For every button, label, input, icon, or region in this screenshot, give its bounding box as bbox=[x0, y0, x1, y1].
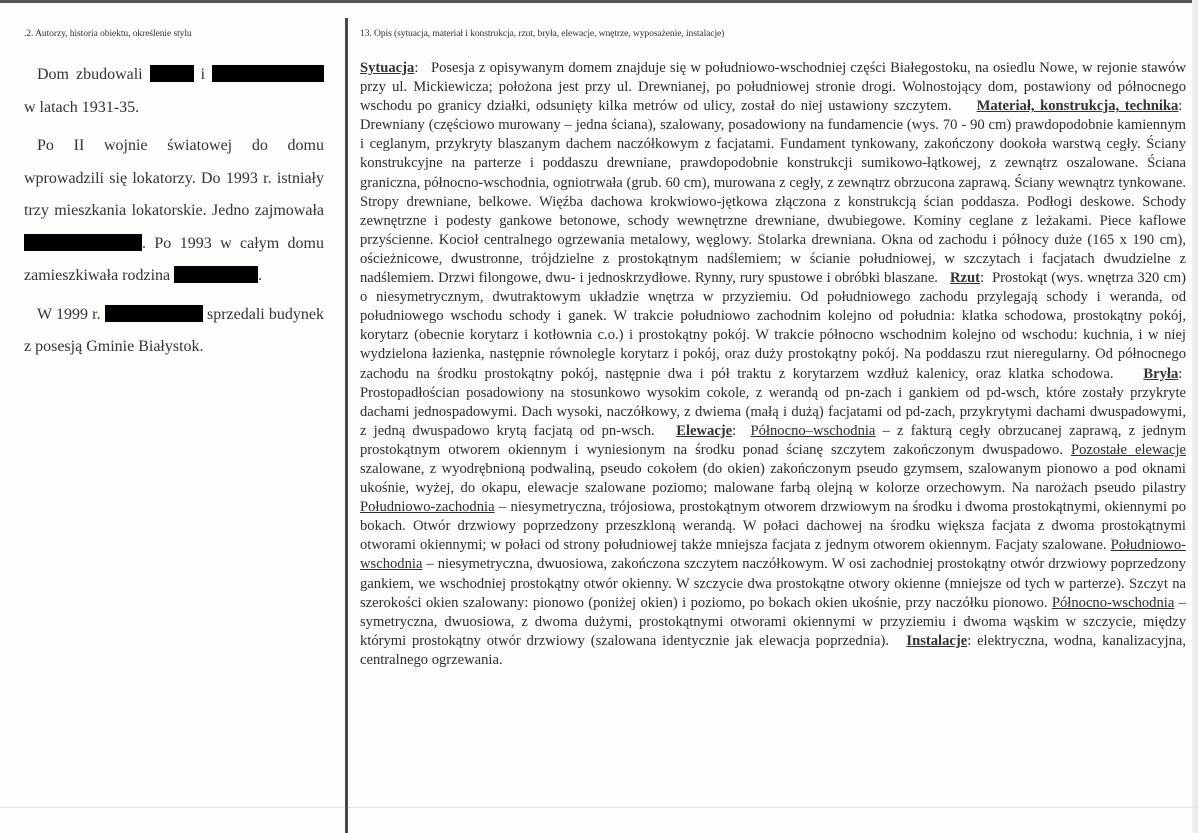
elevation-northeast: Północno–wschodnia bbox=[750, 422, 876, 439]
text-bryla: Prostopadłościan posadowiony na stosunkowo wysokim cokole, z werandą od pn-zach i gankiem od pd-wsch, które zostały przykryte dachami jednospadowymi. Dach wysoki, naczółkowy, z dwiema (małą i dużą) facjatami od pd-zach, przykrytymi dachami dwuspadowymi, z jedną dwuspadowo krytą facjatą od pn-wsch. bbox=[360, 384, 1186, 439]
text-segment: i bbox=[193, 66, 212, 83]
redacted-name bbox=[24, 234, 142, 251]
text-elevation-northeast: – z fakturą cegły obrzucanej zaprawą, z jednym prostokątnym otworem okiennym i wyniesionym na środku ponad ścianę szczytem zakończonym dwuspadowo. bbox=[360, 422, 1187, 458]
elevation-others: Pozostałe elewacje bbox=[1071, 441, 1186, 458]
text-segment: sprzedali budynek z posesją Gminie Białystok. bbox=[24, 305, 324, 355]
text-segment: . bbox=[258, 267, 263, 284]
redacted-name bbox=[105, 305, 203, 322]
text-instalacje: elektryczna, wodna, kanalizacyjna, centralnego ogrzewania. bbox=[360, 632, 1186, 668]
label-material: Materiał, konstrukcja, technika bbox=[976, 98, 1179, 115]
redacted-name bbox=[150, 65, 194, 82]
history-paragraph-3 bbox=[24, 299, 324, 364]
label-instalacje: Instalacje bbox=[906, 632, 968, 649]
history-text bbox=[24, 59, 324, 364]
label-bryla: Bryła bbox=[1143, 365, 1179, 382]
text-sytuacja: Posesja z opisywanym domem znajduje się w południowo-wschodniej części Białegostoku, na osiedlu Nowe, w rejonie stawów przy ul. Mickiewicza; położona jest przy ul. Drewnianej, po południowej stronie drogi. Wolnostojący dom, postawiony od północnego wschodu po granicy działki, odsunięty kilka metrów od ulicy, został do niej ustawiony szczytem. bbox=[360, 60, 1187, 115]
text-segment: . Po 1993 w całym domu zamieszkiwała rodzina bbox=[24, 234, 324, 284]
text-material: Drewniany (częściowo murowany – jedna ściana), szalowany, posadowiony na fundamencie (wys. 70 - 90 cm) prawdopodobnie kamiennym i ceglanym, przykryty blaszanym dachem naczółkowym z facjatami. Fundament tynkowany, zakończony dookoła warstwą cegły. Ściany konstrukcyjne na parterze i poddaszu drewniane, prawdopodobnie konstrukcji sumikowo-łątkowej, z zewnątrz oszalowane. Ściana graniczna, północno-wschodnia, ogniotrwała (grub. 60 cm), murowana z cegły, z zewnątrz obrzucona zaprawą. Ściany wewnątrz tynkowane. Stropy drewniane, belkowe. Więźba dachowa krokwiowo-jętkowa złączona z konstrukcją ścian poddasza. Podłogi deskowe. Schody zewnętrzne i podesty gankowe betonowe, schody wewnętrzne drewniane, dwubiegowe. Kominy ceglane z leżakami. Piece kaflowe przyścienne. Kocioł centralnego ogrzewania metalowy, węglowy. Stolarka drewniana. Okna od zachodu i północy duże (165 x 190 cm), ościeżnicowe, dwustronne, trójdzielne z prostokątnym nadślemiem; w ścianie południowej, w szczytach i facjatach dwudzielne z nadślemiem. Drzwi filongowe, dwu- i jednoskrzydłowe. Rynny, rury spustowe i obróbki blaszane. bbox=[360, 117, 1186, 287]
text-rzut: Prostokąt (wys. wnętrza 320 cm) o niesymetrycznym, dwutraktowym układzie wnętrza w przyziemiu. Od południowego zachodu przylegają schody i weranda, od południowego wschodu schody i ganek. W trakcie południowo zachodnim kolejno od południa: klatka schodowa, prostokątny pokój, korytarz (obecnie korytarz i kotłownia c.o.) i prostokątny pokój. W trakcie północno wschodnim kolejno od wschodu: kuchnia, i w niej wydzielona łazienka, następnie równolegle korytarz i pokój, oraz duży prostokątny pokój. Na poddaszu rzut nieregularny. Od północnego zachodu na środku prostokątny pokój, następnie dwa i pół traktu z korytarzem wzdłuż kalenicy, oraz klatka schodowa. bbox=[360, 270, 1187, 382]
text-segment: w latach 1931-35. bbox=[24, 98, 140, 116]
elevation-northeast-2: Północno-wschodnia bbox=[1051, 594, 1175, 611]
section-heading-description: 13. Opis (sytuacja, materiał i konstrukcja, rzut, bryła, elewacje, wnętrze, wyposażenie, instalacje) bbox=[360, 28, 725, 39]
text-segment: Po II wojnie światowej do domu wprowadzili się lokatorzy. Do 1993 r. istniały trzy mieszkania lokatorskie. Jedno zajmowała bbox=[24, 137, 324, 219]
text-elevation-southwest: – niesymetryczna, trójosiowa, prostokątnym otworem drzwiowym na środku i dwoma prostokątnymi, okiennymi po bokach. Otwór drzwiowy poprzedzony przeszkloną werandą. W połaci dachowej na środku większa facjata z dwoma prostokątnymi otworami okiennymi; w połaci od strony południowej także mniejsza facjata z jednym otworem okiennym. Facjaty szalowane. bbox=[360, 499, 1186, 554]
page-fold-line bbox=[0, 807, 1198, 808]
section-heading-authors: .2. Autorzy, historia obiektu, określenie stylu bbox=[24, 28, 192, 39]
redacted-name bbox=[174, 266, 258, 283]
text-elevation-northeast-2: – symetryczna, dwuosiowa, z dwoma dużymi, prostokątnymi otworami okiennymi w przyziemiu i dwoma wąskim w szczycie, między którymi prostokątny otwór drzwiowy (szalowana identycznie jak elewacja poprzednia). bbox=[360, 594, 1186, 649]
label-sytuacja: Sytuacja bbox=[360, 60, 415, 76]
elevation-southwest: Południowo-zachodnia bbox=[360, 499, 495, 516]
scan-top-edge bbox=[0, 0, 1198, 3]
authors-history-column bbox=[24, 28, 324, 370]
scan-right-edge bbox=[1192, 0, 1198, 833]
label-elewacje: Elewacje bbox=[676, 422, 733, 439]
history-paragraph-1 bbox=[24, 59, 324, 124]
column-divider bbox=[345, 18, 348, 833]
elevation-southeast: Południowo-wschodnia bbox=[360, 537, 1186, 573]
description-column bbox=[360, 28, 1186, 670]
text-segment: W 1999 r. bbox=[37, 305, 105, 323]
text-elevation-southeast: – niesymetryczna, dwuosiowa, zakończona szczytem naczółkowym. W osi zachodniej prostokątny otwór drzwiowy poprzedzony gankiem, we wschodniej prostokątny otwór okienny. W szczycie dwa prostokątne otwory okienne (mniejsze od tych w parterze). Szczyt na szerokości okien szalowany: pionowo (poniżej okien) i poziomo, po bokach okien ukośnie, przy naczółku pionowo. bbox=[360, 556, 1186, 611]
history-paragraph-2 bbox=[24, 130, 324, 293]
text-elevation-others: szalowane, z wyodrębnioną podwaliną, pseudo cokołem (do okien) zakończonym pseudo gzymsem, szalowanym pionowo a pod oknami ukośnie, wyżej, do okapu, elewacje szalowane poziomo; malowane farbą olejną w kolorze orzechowym. Na narożach pseudo pilastry bbox=[360, 460, 1186, 497]
description-text: Sytuacja: Posesja z opisywanym domem znajduje się w południowo-wschodniej części Białegostoku, na osiedlu Nowe, w rejonie stawów przy ul. Mickiewicza; położona jest przy ul. Drewnianej, po południowej stronie drogi. Wolnostojący dom, postawiony od północnego wschodu po granicy działki, odsunięty kilka metrów od ulicy, został do niej ustawiony szczytem. Materiał, konstrukcja, technika: Drewniany (częściowo murowany – jedna ściana), szalowany, posadowiony na fundamencie (wys. 70 - 90 cm) prawdopodobnie kamiennym i ceglanym, przykryty blaszanym dachem naczółkowym z facjatami. Fundament tynkowany, zakończony dookoła warstwą cegły. Ściany konstrukcyjne na parterze i poddaszu drewniane, prawdopodobnie konstrukcji sumikowo-łątkowej, z zewnątrz oszalowane. Ściana graniczna, północno-wschodnia, ogniotrwała (grub. 60 cm), murowana z cegły, z zewnątrz obrzucona zaprawą. Ściany wewnątrz tynkowane. Stropy drewniane, belkowe. Więźba dachowa krokwiowo-jętkowa złączona z konstrukcją ścian poddasza. Podłogi deskowe. Schody zewnętrzne i podesty gankowe betonowe, schody wewnętrzne drewniane, dwubiegowe. Kominy ceglane z leżakami. Piece kaflowe przyścienne. Kocioł centralnego ogrzewania metalowy, węglowy. Stolarka drewniana. Okna od zachodu i północy duże (165 x 190 cm), ościeżnicowe, dwustronne, trójdzielne z prostokątnym nadślemiem; w ścianie południowej, w szczytach i facjatach dwudzielne z nadślemiem. Drzwi filongowe, dwu- i jednoskrzydłowe. Rynny, rury spustowe i obróbki blaszane. Rzut: Prostokąt (wys. wnętrza 320 cm) o niesymetrycznym, dwutraktowym układzie wnętrza w przyziemiu. Od południowego zachodu przylegają schody i weranda, od południowego wschodu schody i ganek. W trakcie południowo zachodnim kolejno od południa: klatka schodowa, prostokątny pokój, korytarz (obecnie korytarz i kotłownia c.o.) i prostokątny pokój. W trakcie północno wschodnim kolejno od wschodu: kuchnia, i w niej wydzielona łazienka, następnie równolegle korytarz i pokój, oraz duży prostokątny pokój. Na poddaszu rzut nieregularny. Od północnego zachodu na środku prostokątny pokój, następnie dwa i pół traktu z korytarzem wzdłuż kalenicy, oraz klatka schodowa. Bryła: Prostopadłościan posadowiony na stosunkowo wysokim cokole, z werandą od pn-zach i gankiem od pd-wsch, które zostały przykryte dachami jednospadowymi. Dach wysoki, naczółkowy, z dwiema (małą i dużą) facjatami od pd-zach, przykrytymi dachami dwuspadowymi, z jedną dwuspadowo krytą facjatą od pn-wsch. Elewacje: Północno–wschodnia – z fakturą cegły obrzucanej zaprawą, z jednym prostokątnym otworem okiennym i wyniesionym na środku ponad ścianę szczytem zakończonym dwuspadowo. Pozostałe elewacje szalowane, z wyodrębnioną podwaliną, pseudo cokołem (do okien) zakończonym pseudo gzymsem, szalowanym pionowo a pod oknami ukośnie, wyżej, do okapu, elewacje szalowane poziomo; malowane farbą olejną w kolorze orzechowym. Na narożach pseudo pilastry Południowo-zachodnia – niesymetryczna, trójosiowa, prostokątnym otworem drzwiowym na środku i dwoma prostokątnymi, okiennymi po bokach. Otwór drzwiowy poprzedzony przeszkloną werandą. W połaci dachowej na środku większa facjata z dwoma prostokątnymi otworami okiennymi; w połaci od strony południowej także mniejsza facjata z jednym otworem okiennym. Facjaty szalowane. Południowo-wschodnia – niesymetryczna, dwuosiowa, zakończona szczytem naczółkowym. W osi zachodniej prostokątny otwór drzwiowy poprzedzony gankiem, we wschodniej prostokątny otwór okienny. W szczycie dwa prostokątne otwory okienne (mniejsze od tych w parterze). Szczyt na szerokości okien szalowany: pionowo (poniżej okien) i poziomo, po bokach okien ukośnie, przy naczółku pionowo. Północno-wschodnia – symetryczna, dwuosiowa, z dwoma dużymi, prostokątnymi otworami okiennymi w przyziemiu i dwoma wąskim w szczycie, między którymi prostokątny otwór drzwiowy (szalowana identycznie jak elewacja poprzednia). Instalacje: elektryczna, wodna, kanalizacyjna, centralnego ogrzewania. bbox=[360, 60, 1187, 668]
label-rzut: Rzut bbox=[949, 270, 980, 287]
redacted-name bbox=[212, 65, 324, 82]
text-segment: Dom zbudowali bbox=[37, 66, 150, 83]
